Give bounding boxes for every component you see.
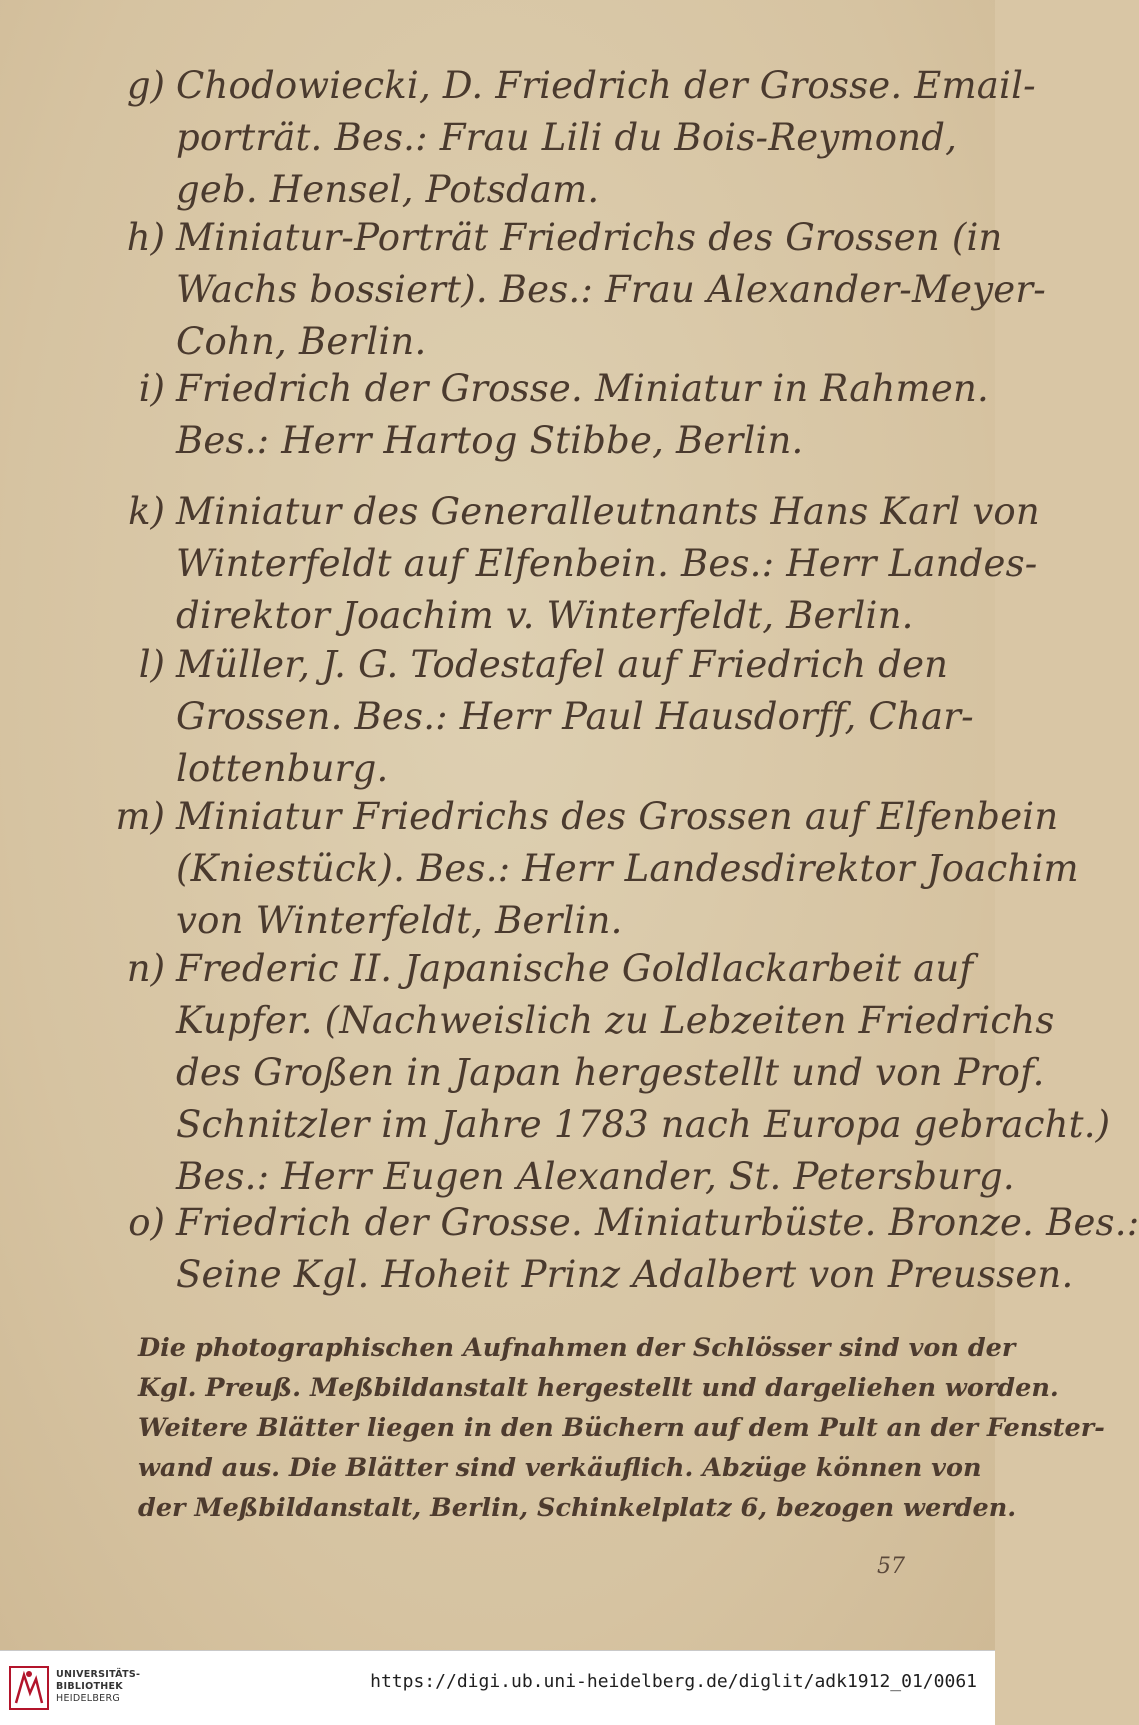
entry-line: Grossen. Bes.: Herr Paul Hausdorff, Char-: [176, 695, 974, 738]
library-seal-icon: [8, 1665, 50, 1711]
entry-line: porträt. Bes.: Frau Lili du Bois-Reymond,: [176, 116, 958, 159]
entry-line: Frederic II. Japanische Goldlackarbeit auf: [176, 947, 974, 990]
entry-line: Müller, J. G. Todestafel auf Friedrich den: [176, 643, 949, 686]
entry-letter: g): [126, 64, 165, 107]
entry-line: von Winterfeldt, Berlin.: [176, 899, 623, 942]
entry-letter: k): [128, 490, 165, 533]
footnote-line: Weitere Blätter liegen in den Büchern auf dem Pult an der Fenster-: [138, 1413, 1105, 1443]
entry-line: des Großen in Japan hergestellt und von Prof.: [176, 1051, 1045, 1094]
entry-line: Schnitzler im Jahre 1783 nach Europa gebracht.): [176, 1103, 1111, 1146]
entry-line: Cohn, Berlin.: [176, 320, 427, 363]
entry-line: Bes.: Herr Hartog Stibbe, Berlin.: [176, 419, 804, 462]
entry-line: Winterfeldt auf Elfenbein. Bes.: Herr Landes-: [176, 542, 1038, 585]
university-library-logo[interactable]: [8, 1663, 148, 1713]
entry-line: Wachs bossiert). Bes.: Frau Alexander-Meyer-: [176, 268, 1046, 311]
entry-letter: l): [138, 643, 165, 686]
footnote-line: der Meßbildanstalt, Berlin, Schinkelplatz 6, bezogen werden.: [138, 1493, 1017, 1523]
entry-letter: o): [128, 1201, 165, 1244]
entry-line: Friedrich der Grosse. Miniaturbüste. Bronze. Bes.:: [176, 1201, 1139, 1244]
entry-line: Chodowiecki, D. Friedrich der Grosse. Email-: [176, 64, 1036, 107]
entry-line: Miniatur-Porträt Friedrichs des Grossen (in: [176, 216, 1003, 259]
entry-line: Miniatur des Generalleutnants Hans Karl von: [176, 490, 1040, 533]
entry-line: Miniatur Friedrichs des Grossen auf Elfenbein: [176, 795, 1059, 838]
logo-line: UNIVERSITÄTS-: [56, 1669, 141, 1680]
footnote: [138, 1328, 1105, 1528]
entry-line: direktor Joachim v. Winterfeldt, Berlin.: [176, 594, 914, 637]
footnote-line: Die photographischen Aufnahmen der Schlösser sind von der: [138, 1333, 1016, 1363]
footnote-line: Kgl. Preuß. Meßbildanstalt hergestellt und dargeliehen worden.: [138, 1373, 1059, 1403]
entry-letter: n): [126, 947, 165, 990]
entry-line: Kupfer. (Nachweislich zu Lebzeiten Friedrichs: [176, 999, 1055, 1042]
entry-line: lottenburg.: [176, 747, 389, 790]
permalink-url[interactable]: https://digi.ub.uni-heidelberg.de/diglit/adk1912_01/0061: [370, 1671, 977, 1692]
entry-letter: h): [126, 216, 165, 259]
entry-letter: m): [115, 795, 165, 838]
page-number: 57: [877, 1554, 905, 1579]
entry-line: Friedrich der Grosse. Miniatur in Rahmen.: [176, 367, 989, 410]
entry-line: geb. Hensel, Potsdam.: [176, 168, 600, 211]
entry-line: Seine Kgl. Hoheit Prinz Adalbert von Preussen.: [176, 1253, 1074, 1296]
viewer-footer: [0, 1650, 995, 1725]
entry-line: Bes.: Herr Eugen Alexander, St. Petersburg.: [176, 1155, 1015, 1198]
logo-line: BIBLIOTHEK: [56, 1681, 123, 1692]
logo-line: HEIDELBERG: [56, 1693, 121, 1704]
entry-line: (Kniestück). Bes.: Herr Landesdirektor Joachim: [176, 847, 1079, 890]
entry-letter: i): [138, 367, 165, 410]
footnote-line: wand aus. Die Blätter sind verkäuflich. Abzüge können von: [138, 1453, 982, 1483]
